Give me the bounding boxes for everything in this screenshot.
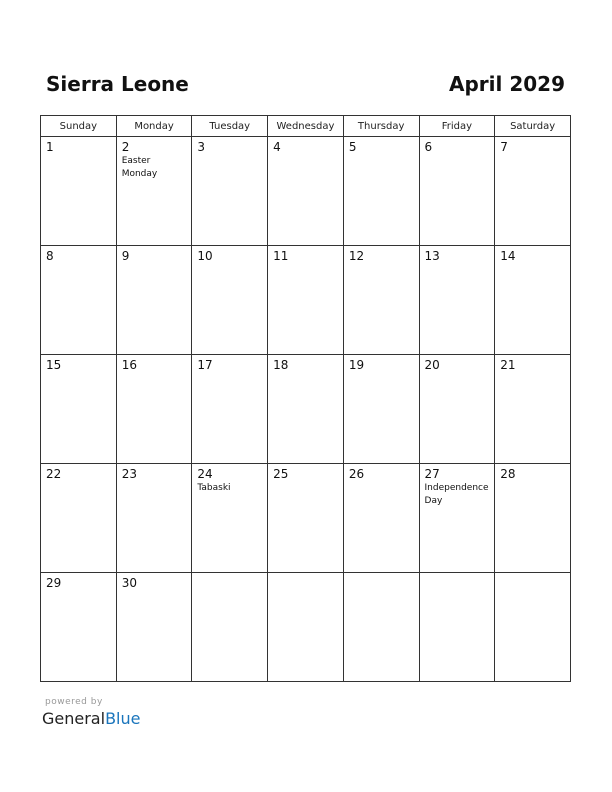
day-number: 14 — [500, 249, 516, 263]
day-number: 12 — [348, 249, 365, 263]
day-number: 21 — [500, 358, 516, 372]
day-cell — [268, 573, 344, 682]
day-number: 10 — [197, 249, 213, 263]
day-number: 27 — [424, 467, 440, 481]
day-cell — [41, 464, 117, 573]
day-cell — [192, 355, 268, 464]
week-row — [41, 355, 571, 464]
day-number: 1 — [46, 140, 54, 154]
day-number: 23 — [121, 467, 137, 481]
day-cell — [495, 573, 571, 682]
day-number: 19 — [348, 358, 365, 372]
day-cell — [116, 464, 192, 573]
week-row — [41, 137, 571, 246]
day-number: 16 — [121, 358, 137, 372]
country-title: Sierra Leone — [46, 72, 189, 96]
day-cell — [419, 573, 495, 682]
day-number: 29 — [46, 576, 62, 590]
day-cell — [116, 246, 192, 355]
day-cell — [343, 464, 419, 573]
brand-general-text: General — [42, 709, 106, 728]
day-number: 18 — [273, 358, 289, 372]
day-cell — [495, 355, 571, 464]
day-cell — [116, 355, 192, 464]
day-cell — [192, 464, 268, 573]
day-number: 11 — [273, 249, 289, 263]
weekday-sunday: Sunday — [41, 116, 117, 137]
brand-blue-text: Blue — [105, 709, 141, 728]
day-number: 4 — [273, 140, 281, 154]
day-number: 7 — [500, 140, 508, 154]
day-cell — [343, 573, 419, 682]
day-number: 13 — [424, 249, 440, 263]
calendar-grid — [40, 115, 571, 682]
day-cell — [419, 464, 495, 573]
day-number: 24 — [197, 467, 213, 481]
day-cell — [192, 137, 268, 246]
day-number: 8 — [46, 249, 54, 263]
day-number: 3 — [197, 140, 206, 154]
powered-by-text: powered by — [45, 697, 103, 707]
day-cell — [268, 137, 344, 246]
day-cell — [41, 573, 117, 682]
weekday-thursday: Thursday — [343, 116, 419, 137]
weekday-monday: Monday — [116, 116, 192, 137]
day-number: 22 — [46, 467, 62, 481]
footer-branding — [42, 697, 140, 729]
weekday-friday: Friday — [419, 116, 495, 137]
day-cell — [343, 246, 419, 355]
holiday-label: Tabaski — [197, 483, 231, 493]
day-cell — [343, 137, 419, 246]
day-cell — [192, 246, 268, 355]
day-cell — [495, 137, 571, 246]
weekday-wednesday: Wednesday — [268, 116, 344, 137]
day-cell — [419, 137, 495, 246]
day-cell — [41, 355, 117, 464]
day-cell — [343, 355, 419, 464]
day-cell — [419, 355, 495, 464]
day-cell — [41, 137, 117, 246]
day-cell — [268, 246, 344, 355]
day-cell — [192, 573, 268, 682]
day-cell — [268, 355, 344, 464]
day-cell — [41, 246, 117, 355]
weekday-header-row — [41, 116, 571, 137]
holiday-label: Independence Day — [424, 483, 489, 506]
weekday-tuesday: Tuesday — [192, 116, 268, 137]
week-row — [41, 246, 571, 355]
day-cell — [116, 137, 192, 246]
day-cell — [116, 573, 192, 682]
week-row — [41, 464, 571, 573]
day-number: 25 — [273, 467, 289, 481]
week-row — [41, 573, 571, 682]
generalblue-logo[interactable] — [42, 709, 140, 729]
day-number: 17 — [197, 358, 213, 372]
day-number: 6 — [424, 140, 433, 154]
day-number: 28 — [500, 467, 516, 481]
day-number: 15 — [46, 358, 62, 372]
day-number: 5 — [348, 140, 357, 154]
day-cell — [419, 246, 495, 355]
day-number: 26 — [348, 467, 365, 481]
day-cell — [495, 246, 571, 355]
day-number: 20 — [424, 358, 440, 372]
month-year-title: April 2029 — [449, 72, 565, 96]
holiday-label: Easter Monday — [121, 156, 158, 179]
day-number: 30 — [121, 576, 137, 590]
day-number: 2 — [121, 140, 130, 154]
day-cell — [495, 464, 571, 573]
day-cell — [268, 464, 344, 573]
weekday-saturday: Saturday — [495, 116, 571, 137]
day-number: 9 — [121, 249, 130, 263]
